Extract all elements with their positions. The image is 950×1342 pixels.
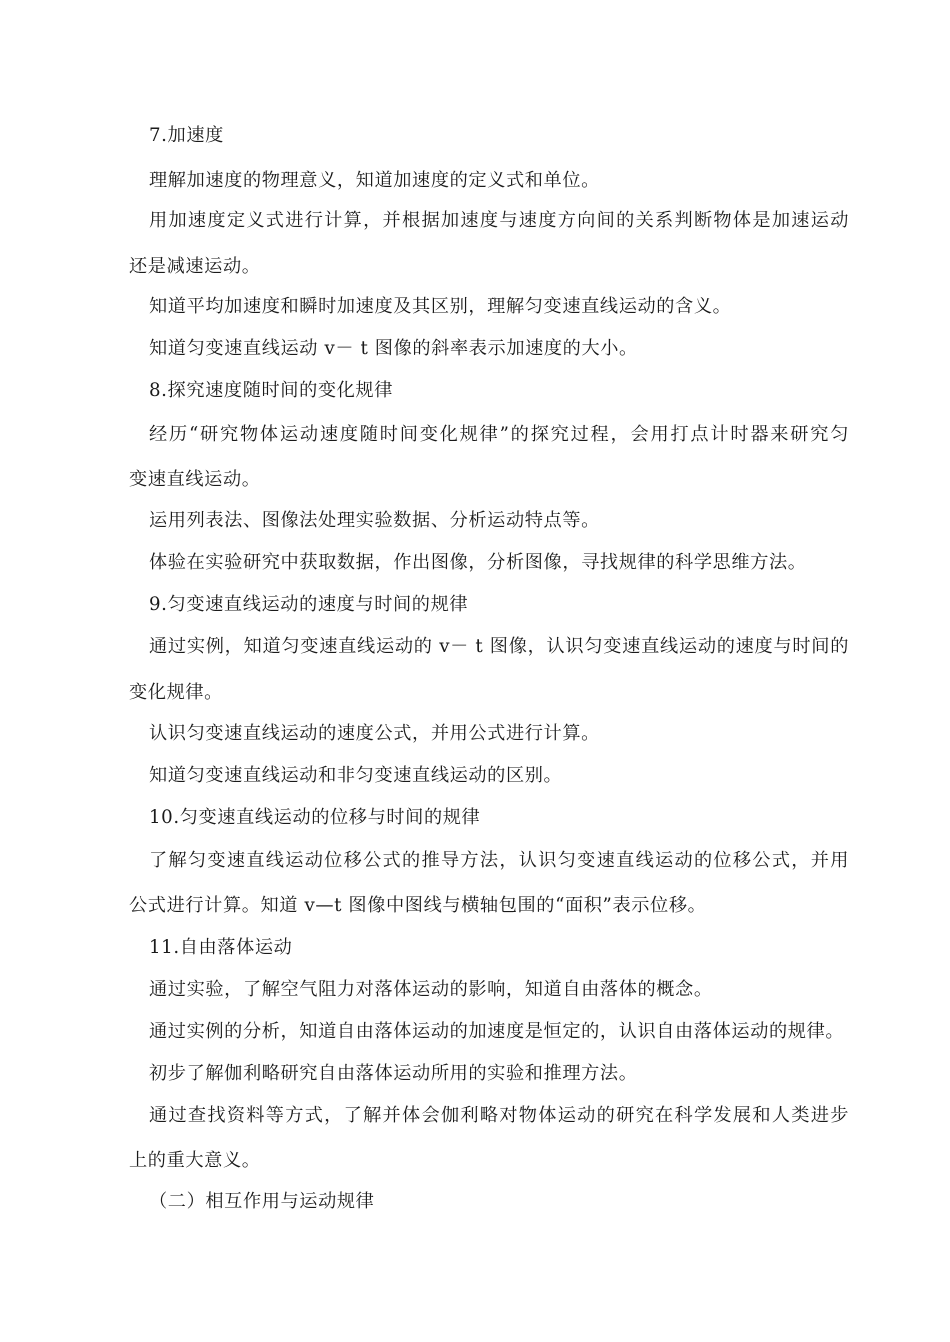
part-2-heading: （二）相互作用与运动规律 — [149, 1191, 375, 1212]
section-8-heading: 8.探究速度随时间的变化规律 — [149, 380, 394, 401]
section-9-paragraph-3: 知道匀变速直线运动和非匀变速直线运动的区别。 — [149, 765, 563, 786]
section-11-paragraph-2: 通过实例的分析，知道自由落体运动的加速度是恒定的，认识自由落体运动的规律。 — [149, 1021, 845, 1042]
section-10-paragraph-1-line-1: 了解匀变速直线运动位移公式的推导方法，认识匀变速直线运动的位移公式，并用 — [149, 850, 849, 871]
section-8-paragraph-1-line-2: 变速直线运动。 — [129, 469, 261, 490]
section-11-paragraph-4-line-1: 通过查找资料等方式，了解并体会伽利略对物体运动的研究在科学发展和人类进步 — [149, 1105, 849, 1126]
section-7-paragraph-4: 知道匀变速直线运动 v－ t 图像的斜率表示加速度的大小。 — [149, 338, 638, 359]
section-7-paragraph-3: 知道平均加速度和瞬时加速度及其区别，理解匀变速直线运动的含义。 — [149, 296, 732, 317]
section-9-heading: 9.匀变速直线运动的速度与时间的规律 — [149, 594, 469, 615]
section-9-paragraph-1-line-2: 变化规律。 — [129, 682, 223, 703]
section-8-paragraph-1-line-1: 经历“研究物体运动速度随时间变化规律”的探究过程，会用打点计时器来研究匀 — [149, 424, 849, 445]
section-8-paragraph-3: 体验在实验研究中获取数据，作出图像，分析图像，寻找规律的科学思维方法。 — [149, 552, 807, 573]
section-8-paragraph-2: 运用列表法、图像法处理实验数据、分析运动特点等。 — [149, 510, 600, 531]
section-9-paragraph-2: 认识匀变速直线运动的速度公式，并用公式进行计算。 — [149, 723, 600, 744]
section-11-paragraph-3: 初步了解伽利略研究自由落体运动所用的实验和推理方法。 — [149, 1063, 638, 1084]
section-7-paragraph-2-line-1: 用加速度定义式进行计算，并根据加速度与速度方向间的关系判断物体是加速运动 — [149, 210, 849, 231]
section-9-paragraph-1-line-1: 通过实例，知道匀变速直线运动的 v－ t 图像，认识匀变速直线运动的速度与时间的 — [149, 636, 849, 657]
section-10-paragraph-1-line-2: 公式进行计算。知道 v—t 图像中图线与横轴包围的“面积”表示位移。 — [129, 895, 707, 916]
section-7-paragraph-2-line-2: 还是减速运动。 — [129, 256, 261, 277]
section-11-paragraph-1: 通过实验，了解空气阻力对落体运动的影响，知道自由落体的概念。 — [149, 979, 713, 1000]
section-11-heading: 11.自由落体运动 — [149, 937, 293, 958]
section-7-paragraph-1: 理解加速度的物理意义，知道加速度的定义式和单位。 — [149, 170, 600, 191]
section-7-heading: 7.加速度 — [149, 125, 224, 146]
section-11-paragraph-4-line-2: 上的重大意义。 — [129, 1150, 261, 1171]
section-10-heading: 10.匀变速直线运动的位移与时间的规律 — [149, 807, 481, 828]
